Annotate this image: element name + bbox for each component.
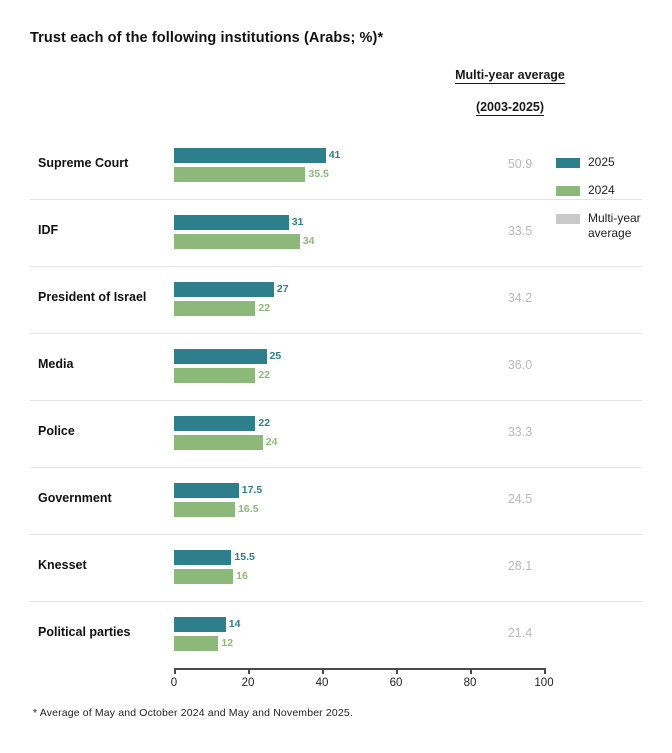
multi-year-average-value: 24.5 (507, 492, 533, 506)
category-label: President of Israel (38, 290, 147, 304)
bar-value-2025: 14 (228, 618, 241, 630)
bar-2025 (174, 349, 267, 364)
bar-value-2024: 16 (236, 570, 248, 582)
multi-year-average-value: 34.2 (507, 291, 533, 305)
legend-label-multi-year-average: Multi-year average (588, 211, 641, 240)
chart-row (30, 534, 642, 601)
bar-value-2025: 17.5 (241, 484, 263, 496)
multi-year-average-header (420, 68, 600, 116)
bar-2024 (174, 636, 218, 651)
category-label: Knesset (38, 558, 87, 572)
multi-year-average-value: 50.9 (507, 157, 533, 171)
x-axis (170, 668, 554, 698)
category-label: Government (38, 491, 112, 505)
avg-header-line2: (2003-2025) (475, 100, 545, 114)
bar-2024 (174, 301, 255, 316)
bar-2025 (174, 282, 274, 297)
bar-value-2025: 15.5 (234, 551, 255, 563)
axis-tick (322, 668, 324, 674)
bar-2024 (174, 368, 255, 383)
axis-tick-label: 20 (241, 677, 255, 689)
legend-label-2024: 2024 (588, 183, 615, 197)
axis-tick-label: 80 (463, 677, 477, 689)
bar-chart (30, 133, 642, 668)
bar-value-2025: 22 (258, 417, 271, 429)
multi-year-average-value: 36.0 (507, 358, 533, 372)
multi-year-average-value: 33.5 (507, 224, 533, 238)
category-label: Political parties (38, 625, 131, 639)
bar-2024 (174, 435, 263, 450)
bar-value-2024: 34 (302, 235, 315, 247)
chart-row (30, 400, 642, 467)
bar-2025 (174, 148, 326, 163)
category-label: Media (38, 357, 74, 371)
category-label: Police (38, 424, 75, 438)
chart-row (30, 333, 642, 400)
bar-2024 (174, 167, 305, 182)
bar-value-2025: 41 (328, 149, 341, 161)
chart-row (30, 199, 642, 266)
bar-value-2025: 27 (276, 283, 289, 295)
axis-tick (544, 668, 546, 674)
page-title: Trust each of the following institutions (Arabs; %)* (30, 30, 384, 46)
bar-value-2024: 35.5 (308, 168, 329, 180)
bar-2025 (174, 550, 231, 565)
avg-header-line1: Multi-year average (455, 68, 565, 82)
legend-label-2025: 2025 (588, 155, 615, 169)
bar-value-2025: 25 (269, 350, 282, 362)
category-label: IDF (38, 223, 59, 237)
multi-year-average-value: 33.3 (507, 425, 533, 439)
chart-row (30, 467, 642, 534)
multi-year-average-value: 28.1 (507, 559, 533, 573)
axis-tick (248, 668, 250, 674)
bar-2025 (174, 617, 226, 632)
bar-value-2024: 22 (258, 369, 271, 381)
axis-tick-label: 100 (534, 677, 554, 689)
chart-row (30, 133, 642, 199)
category-label: Supreme Court (38, 156, 129, 170)
axis-tick-label: 40 (315, 677, 329, 689)
bar-value-2024: 22 (258, 302, 271, 314)
axis-line (174, 668, 544, 670)
bar-2025 (174, 483, 239, 498)
bar-2024 (174, 502, 235, 517)
bar-value-2024: 12 (221, 637, 234, 649)
bar-2025 (174, 215, 289, 230)
bar-2025 (174, 416, 255, 431)
bar-value-2024: 16.5 (238, 503, 259, 515)
footnote: * Average of May and October 2024 and May and November 2025. (33, 707, 353, 719)
axis-tick-label: 0 (170, 677, 178, 689)
bar-2024 (174, 234, 300, 249)
axis-tick (470, 668, 472, 674)
axis-tick (174, 668, 176, 674)
axis-tick-label: 60 (389, 677, 403, 689)
multi-year-average-value: 21.4 (507, 626, 533, 640)
chart-row (30, 601, 642, 668)
bar-value-2024: 24 (265, 436, 278, 448)
axis-tick (396, 668, 398, 674)
chart-row (30, 266, 642, 333)
bar-2024 (174, 569, 233, 584)
bar-value-2025: 31 (291, 216, 304, 228)
